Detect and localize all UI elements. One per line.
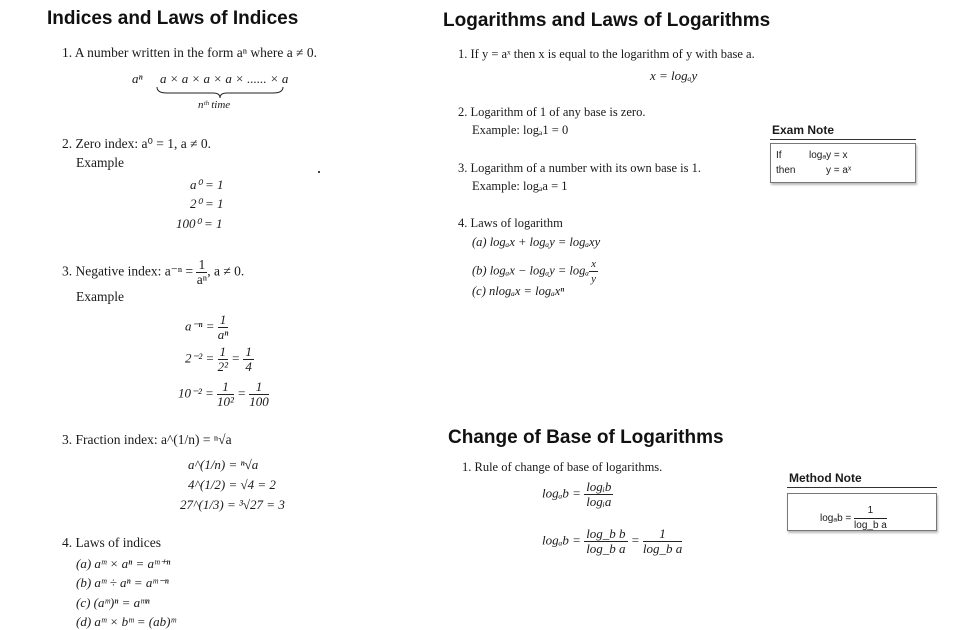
left-heading: Indices and Laws of Indices (47, 8, 299, 29)
zero-example-label: Example (76, 155, 124, 170)
fraction-index-text: 3. Fraction index: a^(1/n) = ⁿ√a (62, 432, 232, 447)
method-note-title: Method Note (789, 471, 862, 485)
right-heading: Logarithms and Laws of Logarithms (443, 10, 771, 31)
law-log-c: (c) nlogₐx = logₐxⁿ (472, 284, 565, 298)
stray-dot (318, 171, 320, 173)
exam-note-line1: logₐy = x (809, 150, 848, 161)
negative-index-text (62, 258, 244, 287)
fraction-example-1: a^(1/n) = ⁿ√a (188, 457, 259, 472)
log-own-base-example: Example: logₐa = 1 (472, 179, 568, 193)
change-base-formula-2: logₐb = $\frac{\text{log\_b b}}{\text{log\_b a}}$ = $\frac{1}{\text{log\_b a}}$ (542, 526, 683, 556)
negative-example-1: a⁻ⁿ = $\frac{1}{\text{aⁿ}}$ (185, 312, 229, 342)
law-indices-a: (a) aᵐ × aⁿ = aᵐ⁺ⁿ (76, 556, 171, 571)
underbrace (155, 85, 285, 99)
zero-example-3: 100⁰ = 1 (176, 216, 223, 231)
change-of-base-text: 1. Rule of change of base of logarithms. (462, 460, 663, 474)
negative-example-2: 2⁻² = $\frac{1}{\text{2²}}$ = $\frac{1}{4}$ (185, 344, 252, 374)
method-note-formula: logₐb = $\frac{1}{\text{log\_b a}}$ (820, 505, 887, 531)
index-definition-text: 1. A number written in the form aⁿ where a ≠ 0. (62, 45, 317, 60)
log-of-one-text: 2. Logarithm of 1 of any base is zero. (458, 105, 646, 119)
change-base-formula-1: logₐb = $\frac{\text{logᵢb}}{\text{logᵢa}}$ (542, 479, 612, 509)
zero-index-text: 2. Zero index: a⁰ = 1, a ≠ 0. (62, 136, 212, 151)
negative-example-label: Example (76, 289, 124, 304)
negative-index-suffix: , a ≠ 0. (207, 263, 245, 279)
law-indices-b: (b) aᵐ ÷ aⁿ = aᵐ⁻ⁿ (76, 575, 169, 590)
negative-index-fraction: $\frac{1}{\text{aⁿ}}$ (196, 257, 207, 287)
log-definition-formula: x = logₐy (650, 68, 698, 83)
fraction-example-3: 27^(1/3) = ³√27 = 3 (180, 497, 285, 512)
laws-of-indices-text: 4. Laws of indices (62, 535, 161, 550)
law-log-b: (b) logₐx − logₐy = logₐ $\frac{x}{y}$ (472, 258, 596, 285)
power-lhs: aⁿ (132, 71, 143, 86)
zero-example-1: a⁰ = 1 (190, 177, 224, 192)
log-definition-text: 1. If y = aˣ then x is equal to the logarithm of y with base a. (458, 47, 755, 61)
law-indices-c: (c) (aᵐ)ⁿ = aᵐⁿ (76, 595, 150, 610)
exam-note (770, 123, 916, 140)
method-note-frame (787, 493, 937, 531)
exam-note-title: Exam Note (772, 123, 835, 137)
change-of-base-heading: Change of Base of Logarithms (448, 427, 724, 448)
exam-note-line2: y = aˣ (826, 165, 852, 176)
law-indices-d: (d) aᵐ × bᵐ = (ab)ᵐ (76, 614, 176, 629)
method-note (787, 471, 937, 488)
exam-note-if: If (776, 150, 782, 161)
negative-index-prefix: 3. Negative index: a⁻ⁿ = (62, 263, 194, 279)
laws-of-log-text: 4. Laws of logarithm (458, 216, 563, 230)
log-own-base-text: 3. Logarithm of a number with its own base is 1. (458, 161, 702, 175)
negative-example-3: 10⁻² = $\frac{1}{\text{10²}}$ = $\frac{1}{100}$ (178, 379, 269, 409)
underbrace-label: nᵗʰ time (198, 99, 231, 111)
exam-note-then: then (776, 165, 796, 176)
law-log-a: (a) logₐx + logₐy = logₐxy (472, 235, 601, 249)
power-product: a × a × a × a × ...... × a (160, 71, 289, 86)
zero-example-2: 2⁰ = 1 (190, 196, 224, 211)
exam-note-frame (770, 143, 916, 183)
log-of-one-example: Example: logₐ1 = 0 (472, 123, 569, 137)
fraction-example-2: 4^(1/2) = √4 = 2 (188, 477, 276, 492)
